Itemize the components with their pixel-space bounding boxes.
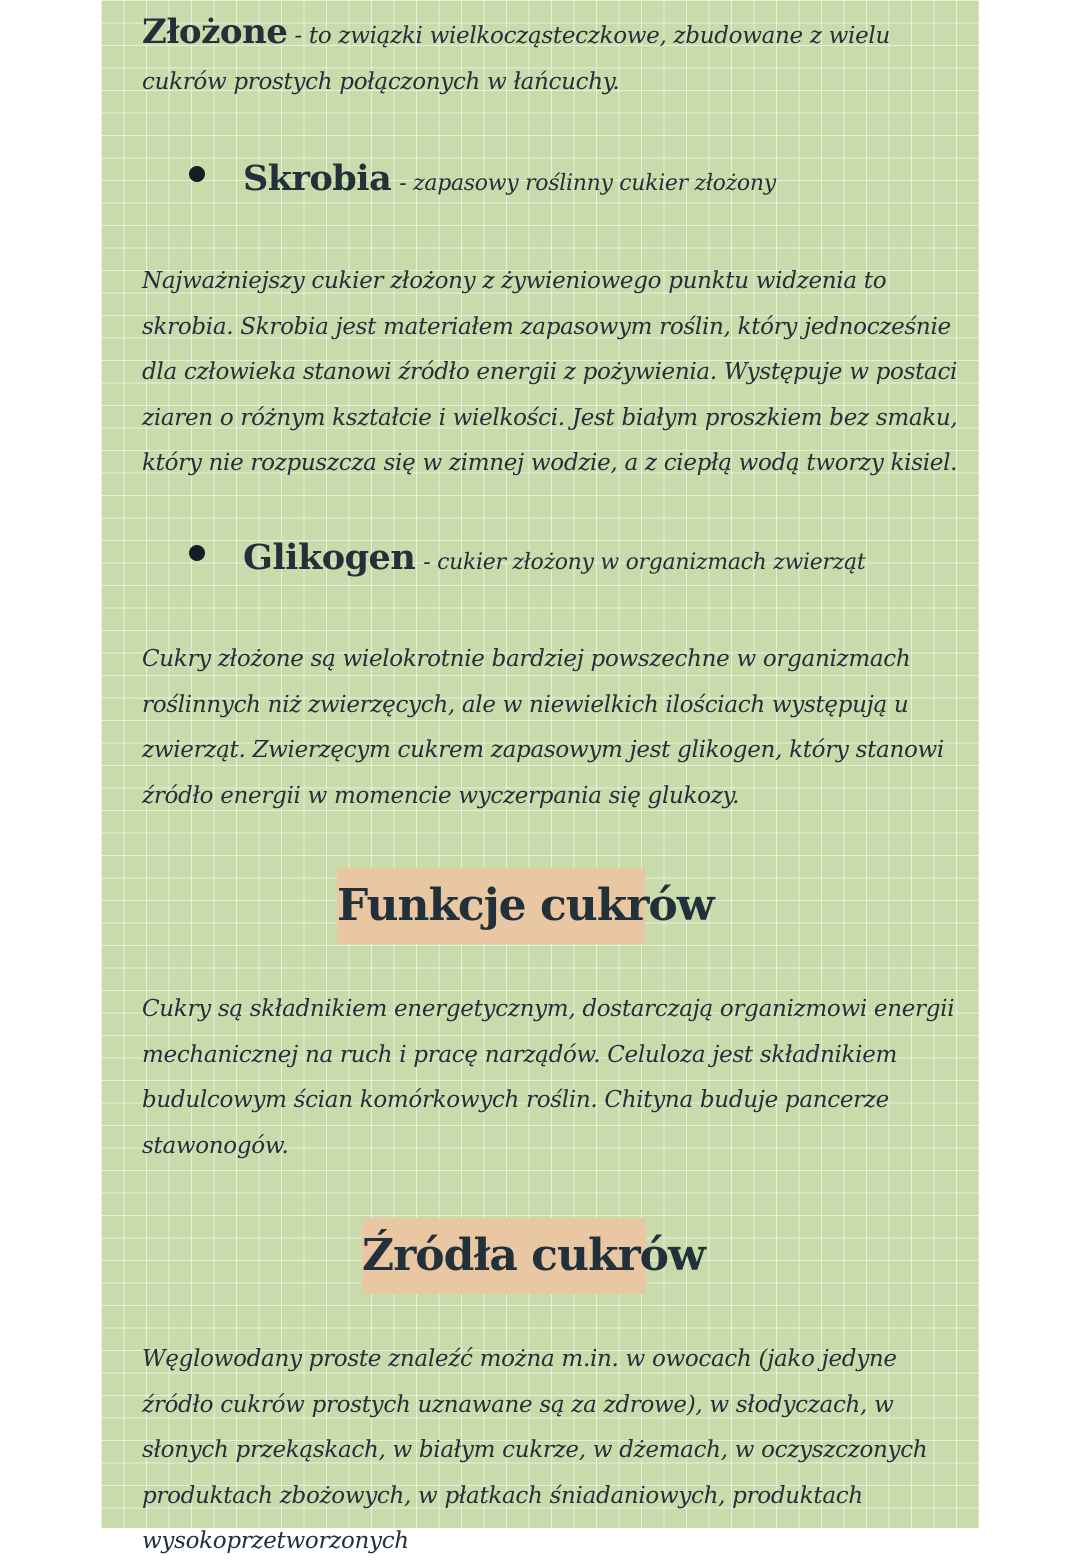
glikogen-desc: - cukier złożony w organizmach zwierząt [423, 550, 866, 575]
heading-zrodla-cukrow: Źródła cukrów [362, 1218, 646, 1294]
skrobia-desc: - zapasowy roślinny cukier złożony [399, 171, 776, 196]
bullet-glikogen [189, 537, 865, 578]
funkcje-paragraph: Cukry są składnikiem energetycznym, dostarczają organizmowi energii mechanicznej na ruch i pracę narządów. Celuloza jest składnikiem budulcowym ścian komórkowych roślin. Chityna buduje pancerze stawonogów. [142, 996, 955, 1159]
heading-funkcje-cukrow: Funkcje cukrów [337, 868, 645, 944]
skrobia-term: Skrobia [243, 158, 392, 199]
glikogen-term: Glikogen [243, 537, 416, 578]
glikogen-paragraph: Cukry złożone są wielokrotnie bardziej powszechne w organizmach roślinnych niż zwierzęcych, ale w niewielkich ilościach występują u zwierząt. Zwierzęcym cukrem zapasowym jest glikogen, który stanowi źródło energii w momencie wyczerpania się glukozy. [142, 646, 944, 809]
zlozone-text: - to związki wielkocząsteczkowe, zbudowane z wielu cukrów prostych połączonych w łańcuchy. [142, 23, 890, 95]
zlozone-definition [142, 10, 962, 105]
bullet-dot-icon [189, 166, 205, 182]
zlozone-term: Złożone [142, 12, 288, 52]
bullet-skrobia [189, 158, 776, 199]
bullet-dot-icon [189, 545, 205, 561]
note-page [101, 0, 979, 1554]
skrobia-paragraph: Najważniejszy cukier złożony z żywieniowego punktu widzenia to skrobia. Skrobia jest materiałem zapasowym roślin, który jednocześnie dla człowieka stanowi źródło energii z pożywienia. Występuje w postaci ziaren o różnym kształcie i wielkości. Jest białym proszkiem bez smaku, który nie rozpuszcza się w zimnej wodzie, a z ciepłą wodą tworzy kisiel. [142, 268, 958, 476]
zrodla-paragraph: Węglowodany proste znaleźć można m.in. w owocach (jako jedyne źródło cukrów prostych uznawane są za zdrowe), w słodyczach, w słonych przekąskach, w białym cukrze, w dżemach, w oczyszczonych produktach zbożowych, w płatkach śniadaniowych, produktach wysokoprzetworzonych [142, 1346, 928, 1554]
